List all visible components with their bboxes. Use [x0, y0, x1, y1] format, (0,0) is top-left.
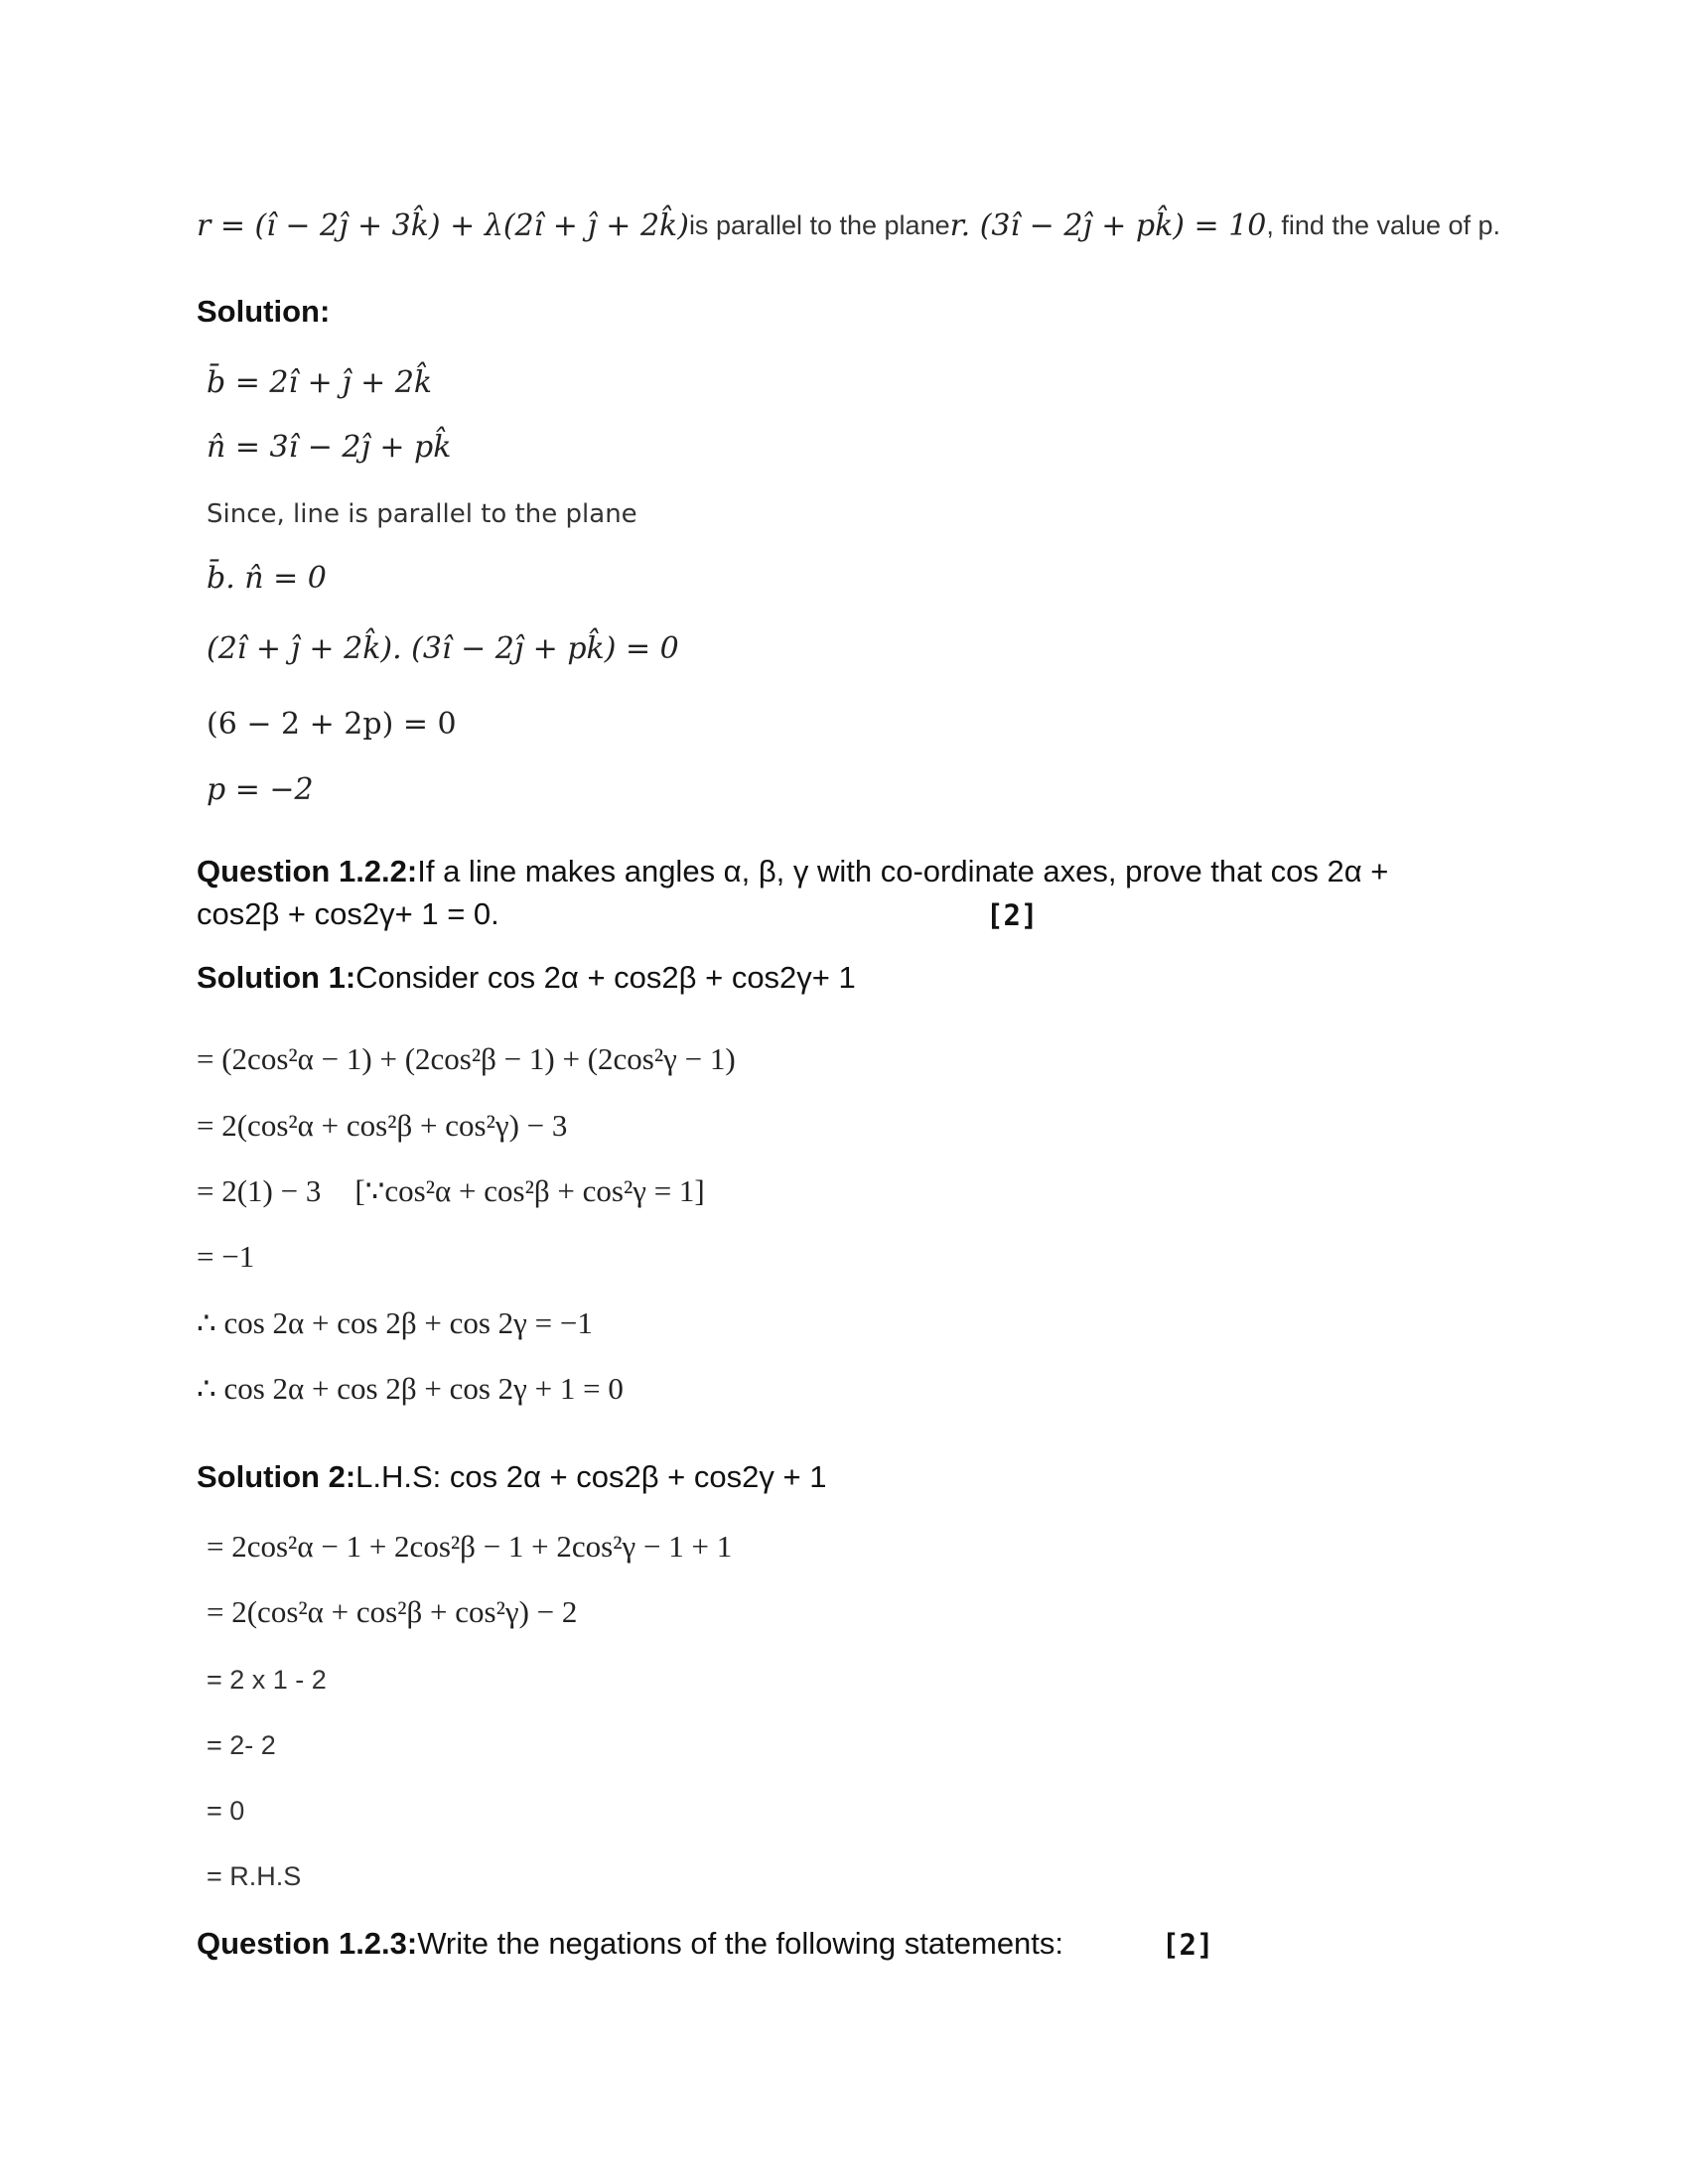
question-label: Question 1.2.2: — [197, 854, 418, 888]
solution-step-result: p = −2 — [207, 772, 314, 807]
solution-2-step-3: = 2 x 1 - 2 — [207, 1665, 327, 1695]
question-marks: [2] — [1162, 1928, 1214, 1962]
question-text: Write the negations of the following statements: — [417, 1926, 1064, 1961]
solution-2-step-4: = 2- 2 — [207, 1730, 276, 1760]
line-equation: r = (î − 2ĵ + 3k̂) + λ(2î + ĵ + 2k̂) — [197, 208, 689, 243]
question-marks: [2] — [986, 898, 1039, 932]
question-label: Question 1.2.3: — [197, 1926, 418, 1961]
question-text: If a line makes angles α, β, γ with co-ordinate axes, prove that cos 2α + — [417, 854, 1389, 888]
question-1-2-2-line2 — [197, 896, 499, 932]
solution-step-b-vector: b̄ = 2î + ĵ + 2k̂ — [207, 365, 433, 400]
solution-1-step-1: = (2cos²α − 1) + (2cos²β − 1) + (2cos²γ − 1) — [197, 1041, 736, 1076]
question-1-2-1-statement — [197, 208, 1500, 243]
solution-1-step-2: = 2(cos²α + cos²β + cos²γ) − 3 — [197, 1108, 568, 1143]
question-1-2-3 — [197, 1926, 1063, 1962]
solution-label: Solution 2: — [197, 1459, 356, 1494]
solution-1-step-3 — [197, 1173, 705, 1209]
solution-heading: Solution: — [197, 294, 331, 329]
question-1-2-2-line1 — [197, 854, 1388, 889]
solution-2-step-2: = 2(cos²α + cos²β + cos²γ) − 2 — [207, 1594, 578, 1629]
solution-intro: Consider cos 2α + cos2β + cos2γ+ 1 — [355, 960, 856, 995]
solution-step-simplified: (6 − 2 + 2p) = 0 — [207, 707, 457, 742]
solution-step-reason: Since, line is parallel to the plane — [207, 499, 637, 529]
solution-1-step-5: ∴ cos 2α + cos 2β + cos 2γ = −1 — [197, 1305, 593, 1340]
solution-2-step-5: = 0 — [207, 1796, 245, 1826]
solution-label: Solution 1: — [197, 960, 356, 995]
statement-text-end: , find the value of p. — [1266, 210, 1501, 240]
solution-step-expanded: (2î + ĵ + 2k̂). (3î − 2ĵ + pk̂) = 0 — [207, 631, 679, 666]
solution-intro: L.H.S: cos 2α + cos2β + cos2γ + 1 — [355, 1459, 827, 1494]
step-value: = 2(1) − 3 — [197, 1173, 322, 1208]
solution-1-step-6: ∴ cos 2α + cos 2β + cos 2γ + 1 = 0 — [197, 1371, 624, 1406]
plane-equation: r. (3î − 2ĵ + pk̂) = 10 — [949, 208, 1267, 243]
solution-step-dot-product: b̄. n̂ = 0 — [207, 561, 327, 596]
solution-2-step-1: = 2cos²α − 1 + 2cos²β − 1 + 2cos²γ − 1 + 1 — [207, 1529, 733, 1564]
solution-2-step-6: = R.H.S — [207, 1861, 302, 1891]
solution-1-heading — [197, 960, 856, 996]
question-text-cont: cos2β + cos2γ+ 1 = 0. — [197, 896, 499, 931]
statement-text: is parallel to the plane — [688, 210, 950, 240]
solution-step-n-vector: n̂ = 3î − 2ĵ + pk̂ — [207, 430, 452, 465]
solution-2-heading — [197, 1459, 826, 1495]
step-reason: [∵cos²α + cos²β + cos²γ = 1] — [354, 1173, 705, 1208]
solution-1-step-4: = −1 — [197, 1239, 255, 1274]
